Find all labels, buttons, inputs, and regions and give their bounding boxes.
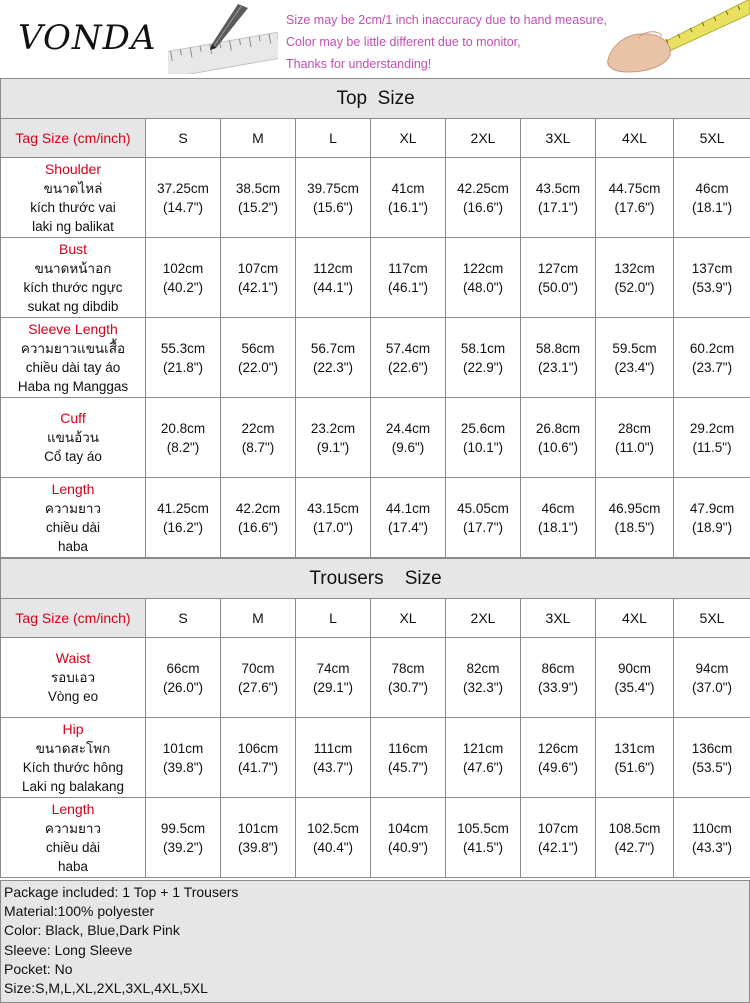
- measurement-translation: Vòng eo: [1, 687, 145, 706]
- value-cm: 25.6cm: [446, 419, 520, 438]
- value-inch: (16.6"): [221, 518, 295, 537]
- size-header: M: [221, 119, 296, 158]
- measurement-cell: [674, 398, 750, 478]
- header: [0, 0, 750, 78]
- value-cm: 132cm: [596, 259, 673, 278]
- value-inch: (45.7"): [371, 758, 445, 777]
- product-details: [0, 880, 750, 1003]
- measurement-cell: [146, 238, 221, 318]
- measurement-label: [1, 718, 146, 798]
- value-cm: 43.15cm: [296, 499, 370, 518]
- measurement-cell: [596, 158, 674, 238]
- measurement-cell: [446, 638, 521, 718]
- measurement-cell: [596, 398, 674, 478]
- measurement-cell: [371, 238, 446, 318]
- measurement-cell: [521, 638, 596, 718]
- trousers-measurement-rows: [1, 638, 750, 878]
- measurement-cell: [221, 318, 296, 398]
- measurement-name: Length: [1, 800, 145, 819]
- measurement-cell: [521, 158, 596, 238]
- value-cm: 42.25cm: [446, 179, 520, 198]
- measurement-cell: [521, 478, 596, 558]
- value-inch: (39.2"): [146, 838, 220, 857]
- size-header: S: [146, 119, 221, 158]
- measurement-cell: [221, 798, 296, 878]
- value-inch: (11.5"): [674, 438, 750, 457]
- measurement-cell: [296, 798, 371, 878]
- value-cm: 56cm: [221, 339, 295, 358]
- value-inch: (17.7"): [446, 518, 520, 537]
- size-header: L: [296, 599, 371, 638]
- detail-sizes: Size:S,M,L,XL,2XL,3XL,4XL,5XL: [1, 979, 749, 998]
- value-cm: 102.5cm: [296, 819, 370, 838]
- measurement-translation: kích thước vai: [1, 198, 145, 217]
- value-cm: 55.3cm: [146, 339, 220, 358]
- value-inch: (46.1"): [371, 278, 445, 297]
- value-inch: (16.6"): [446, 198, 520, 217]
- value-inch: (10.6"): [521, 438, 595, 457]
- size-header: 4XL: [596, 599, 674, 638]
- value-cm: 22cm: [221, 419, 295, 438]
- measurement-cell: [296, 638, 371, 718]
- value-inch: (39.8"): [146, 758, 220, 777]
- measurement-cell: [221, 398, 296, 478]
- measurement-label: [1, 478, 146, 558]
- measurement-row: [1, 318, 750, 398]
- value-cm: 60.2cm: [674, 339, 750, 358]
- measurement-cell: [596, 638, 674, 718]
- value-cm: 70cm: [221, 659, 295, 678]
- size-tables: [0, 78, 750, 878]
- value-cm: 26.8cm: [521, 419, 595, 438]
- value-inch: (39.8"): [221, 838, 295, 857]
- top-size-title: Top Size: [1, 79, 750, 119]
- detail-material: Material:100% polyester: [1, 902, 749, 921]
- measurement-name: Bust: [1, 240, 145, 259]
- size-header: M: [221, 599, 296, 638]
- measurement-cell: [446, 318, 521, 398]
- measurement-cell: [446, 798, 521, 878]
- value-cm: 41cm: [371, 179, 445, 198]
- detail-pocket: Pocket: No: [1, 960, 749, 979]
- measurement-translation: ขนาดหน้าอก: [1, 259, 145, 278]
- hand-tape-measure-icon: [598, 0, 750, 78]
- measurement-cell: [674, 238, 750, 318]
- tag-size-label: Tag Size (cm/inch): [1, 119, 146, 158]
- measurement-cell: [674, 478, 750, 558]
- value-cm: 45.05cm: [446, 499, 520, 518]
- value-inch: (16.2"): [146, 518, 220, 537]
- value-cm: 126cm: [521, 739, 595, 758]
- value-cm: 59.5cm: [596, 339, 673, 358]
- top-size-title-row: [1, 79, 750, 119]
- value-cm: 107cm: [521, 819, 595, 838]
- measurement-cell: [596, 478, 674, 558]
- measurement-translation: chiều dài: [1, 838, 145, 857]
- measurement-cell: [674, 158, 750, 238]
- value-inch: (26.0"): [146, 678, 220, 697]
- value-cm: 107cm: [221, 259, 295, 278]
- value-inch: (47.6"): [446, 758, 520, 777]
- value-cm: 24.4cm: [371, 419, 445, 438]
- top-tag-size-row: [1, 119, 750, 158]
- size-header: 2XL: [446, 119, 521, 158]
- value-inch: (49.6"): [521, 758, 595, 777]
- measurement-cell: [146, 718, 221, 798]
- size-header: 5XL: [674, 119, 750, 158]
- value-inch: (17.0"): [296, 518, 370, 537]
- detail-color: Color: Black, Blue,Dark Pink: [1, 921, 749, 940]
- value-inch: (21.8"): [146, 358, 220, 377]
- measurement-cell: [146, 398, 221, 478]
- measurement-cell: [371, 398, 446, 478]
- measurement-translation: Kích thước hông: [1, 758, 145, 777]
- measurement-cell: [596, 238, 674, 318]
- value-cm: 117cm: [371, 259, 445, 278]
- value-inch: (37.0"): [674, 678, 750, 697]
- value-inch: (41.7"): [221, 758, 295, 777]
- value-inch: (50.0"): [521, 278, 595, 297]
- measurement-row: [1, 718, 750, 798]
- value-cm: 108.5cm: [596, 819, 673, 838]
- value-cm: 39.75cm: [296, 179, 370, 198]
- value-inch: (17.6"): [596, 198, 673, 217]
- value-cm: 90cm: [596, 659, 673, 678]
- measurement-row: [1, 478, 750, 558]
- value-cm: 111cm: [296, 739, 370, 758]
- value-inch: (40.9"): [371, 838, 445, 857]
- value-cm: 101cm: [221, 819, 295, 838]
- value-cm: 131cm: [596, 739, 673, 758]
- value-cm: 86cm: [521, 659, 595, 678]
- size-header: L: [296, 119, 371, 158]
- value-inch: (18.1"): [521, 518, 595, 537]
- measurement-cell: [221, 238, 296, 318]
- value-cm: 37.25cm: [146, 179, 220, 198]
- value-cm: 42.2cm: [221, 499, 295, 518]
- tag-size-label: Tag Size (cm/inch): [1, 599, 146, 638]
- measurement-cell: [521, 718, 596, 798]
- measurement-cell: [221, 478, 296, 558]
- measurement-label: [1, 318, 146, 398]
- value-inch: (16.1"): [371, 198, 445, 217]
- measurement-cell: [596, 318, 674, 398]
- value-cm: 94cm: [674, 659, 750, 678]
- measurement-cell: [146, 318, 221, 398]
- measurement-cell: [371, 718, 446, 798]
- measurement-cell: [296, 478, 371, 558]
- measurement-row: [1, 638, 750, 718]
- value-inch: (23.4"): [596, 358, 673, 377]
- value-inch: (17.4"): [371, 518, 445, 537]
- measurement-translation: ความยาว: [1, 499, 145, 518]
- value-cm: 101cm: [146, 739, 220, 758]
- value-cm: 29.2cm: [674, 419, 750, 438]
- measurement-cell: [221, 158, 296, 238]
- note-line: Color may be little different due to monitor,: [286, 31, 607, 53]
- value-cm: 136cm: [674, 739, 750, 758]
- value-cm: 46.95cm: [596, 499, 673, 518]
- value-cm: 82cm: [446, 659, 520, 678]
- top-size-table: [0, 78, 750, 558]
- value-inch: (30.7"): [371, 678, 445, 697]
- note-line: Size may be 2cm/1 inch inaccuracy due to hand measure,: [286, 9, 607, 31]
- measurement-translation: ขนาดไหล่: [1, 179, 145, 198]
- measurement-label: [1, 398, 146, 478]
- measurement-cell: [296, 398, 371, 478]
- measurement-cell: [446, 238, 521, 318]
- measurement-cell: [674, 318, 750, 398]
- value-inch: (15.6"): [296, 198, 370, 217]
- value-cm: 99.5cm: [146, 819, 220, 838]
- size-header: XL: [371, 599, 446, 638]
- measurement-cell: [596, 718, 674, 798]
- measurement-translation: Haba ng Manggas: [1, 377, 145, 396]
- value-inch: (48.0"): [446, 278, 520, 297]
- measurement-cell: [146, 478, 221, 558]
- measurement-label: [1, 238, 146, 318]
- size-header: 4XL: [596, 119, 674, 158]
- measurement-cell: [371, 798, 446, 878]
- measurement-cell: [446, 158, 521, 238]
- measurement-cell: [296, 718, 371, 798]
- measurement-cell: [146, 798, 221, 878]
- value-inch: (29.1"): [296, 678, 370, 697]
- value-cm: 122cm: [446, 259, 520, 278]
- measurement-cell: [371, 318, 446, 398]
- value-inch: (22.3"): [296, 358, 370, 377]
- measurement-cell: [296, 238, 371, 318]
- value-cm: 102cm: [146, 259, 220, 278]
- measurement-cell: [521, 318, 596, 398]
- value-inch: (18.1"): [674, 198, 750, 217]
- measurement-cell: [371, 158, 446, 238]
- value-cm: 110cm: [674, 819, 750, 838]
- measurement-translation: kích thước ngực: [1, 278, 145, 297]
- measurement-translation: haba: [1, 537, 145, 556]
- value-inch: (23.1"): [521, 358, 595, 377]
- value-inch: (42.1"): [521, 838, 595, 857]
- measurement-name: Hip: [1, 720, 145, 739]
- value-inch: (18.9"): [674, 518, 750, 537]
- measurement-cell: [521, 398, 596, 478]
- measurement-name: Cuff: [1, 409, 145, 428]
- value-inch: (52.0"): [596, 278, 673, 297]
- measurement-label: [1, 158, 146, 238]
- value-inch: (32.3"): [446, 678, 520, 697]
- value-inch: (8.7"): [221, 438, 295, 457]
- value-cm: 43.5cm: [521, 179, 595, 198]
- measurement-name: Sleeve Length: [1, 320, 145, 339]
- detail-package: Package included: 1 Top + 1 Trousers: [1, 883, 749, 902]
- value-cm: 46cm: [674, 179, 750, 198]
- measurement-row: [1, 798, 750, 878]
- value-cm: 104cm: [371, 819, 445, 838]
- measurement-cell: [221, 718, 296, 798]
- value-inch: (27.6"): [221, 678, 295, 697]
- value-inch: (15.2"): [221, 198, 295, 217]
- measurement-translation: ขนาดสะโพก: [1, 739, 145, 758]
- value-inch: (23.7"): [674, 358, 750, 377]
- size-header: 3XL: [521, 119, 596, 158]
- value-inch: (14.7"): [146, 198, 220, 217]
- value-inch: (42.7"): [596, 838, 673, 857]
- value-inch: (17.1"): [521, 198, 595, 217]
- measurement-cell: [674, 798, 750, 878]
- measurement-cell: [446, 478, 521, 558]
- value-cm: 57.4cm: [371, 339, 445, 358]
- value-inch: (11.0"): [596, 438, 673, 457]
- size-header: XL: [371, 119, 446, 158]
- value-inch: (42.1"): [221, 278, 295, 297]
- value-inch: (9.6"): [371, 438, 445, 457]
- value-inch: (22.9"): [446, 358, 520, 377]
- brand-logo: VONDA: [18, 18, 156, 58]
- value-inch: (35.4"): [596, 678, 673, 697]
- measurement-label: [1, 638, 146, 718]
- value-inch: (53.5"): [674, 758, 750, 777]
- measurement-row: [1, 238, 750, 318]
- measurement-cell: [596, 798, 674, 878]
- measurement-row: [1, 398, 750, 478]
- measurement-row: [1, 158, 750, 238]
- size-header: S: [146, 599, 221, 638]
- value-cm: 137cm: [674, 259, 750, 278]
- value-inch: (9.1"): [296, 438, 370, 457]
- note-line: Thanks for understanding!: [286, 53, 607, 75]
- measurement-cell: [521, 798, 596, 878]
- value-cm: 127cm: [521, 259, 595, 278]
- detail-sleeve: Sleeve: Long Sleeve: [1, 941, 749, 960]
- measurement-name: Waist: [1, 649, 145, 668]
- value-cm: 44.1cm: [371, 499, 445, 518]
- trousers-tag-size-row: [1, 599, 750, 638]
- measurement-cell: [146, 158, 221, 238]
- value-inch: (8.2"): [146, 438, 220, 457]
- measurement-cell: [371, 478, 446, 558]
- value-inch: (22.0"): [221, 358, 295, 377]
- value-inch: (41.5"): [446, 838, 520, 857]
- value-inch: (40.2"): [146, 278, 220, 297]
- trousers-size-table: [0, 558, 750, 878]
- trousers-size-title: Trousers Size: [1, 559, 750, 599]
- value-cm: 58.8cm: [521, 339, 595, 358]
- value-inch: (53.9"): [674, 278, 750, 297]
- value-cm: 74cm: [296, 659, 370, 678]
- measurement-cell: [521, 238, 596, 318]
- value-inch: (22.6"): [371, 358, 445, 377]
- measurement-cell: [446, 718, 521, 798]
- measurement-cell: [371, 638, 446, 718]
- value-cm: 78cm: [371, 659, 445, 678]
- size-header: 3XL: [521, 599, 596, 638]
- value-cm: 41.25cm: [146, 499, 220, 518]
- value-cm: 112cm: [296, 259, 370, 278]
- value-inch: (51.6"): [596, 758, 673, 777]
- value-cm: 44.75cm: [596, 179, 673, 198]
- measurement-translation: chiều dài: [1, 518, 145, 537]
- value-inch: (40.4"): [296, 838, 370, 857]
- measurement-notes: [286, 9, 607, 75]
- measurement-translation: Laki ng balakang: [1, 777, 145, 796]
- value-inch: (18.5"): [596, 518, 673, 537]
- measurement-cell: [674, 638, 750, 718]
- value-inch: (10.1"): [446, 438, 520, 457]
- measurement-translation: ความยาวแขนเสื้อ: [1, 339, 145, 358]
- measurement-translation: Cổ tay áo: [1, 447, 145, 466]
- measurement-cell: [446, 398, 521, 478]
- size-header: 5XL: [674, 599, 750, 638]
- value-cm: 105.5cm: [446, 819, 520, 838]
- trousers-size-title-row: [1, 559, 750, 599]
- measurement-cell: [221, 638, 296, 718]
- measurement-cell: [674, 718, 750, 798]
- measurement-translation: laki ng balikat: [1, 217, 145, 236]
- measurement-cell: [296, 318, 371, 398]
- measurement-translation: sukat ng dibdib: [1, 297, 145, 316]
- measurement-label: [1, 798, 146, 878]
- measurement-cell: [296, 158, 371, 238]
- top-measurement-rows: [1, 158, 750, 558]
- value-inch: (44.1"): [296, 278, 370, 297]
- value-cm: 56.7cm: [296, 339, 370, 358]
- pen-ruler-icon: [168, 2, 278, 74]
- value-cm: 46cm: [521, 499, 595, 518]
- measurement-translation: แขนอ้วน: [1, 428, 145, 447]
- value-cm: 23.2cm: [296, 419, 370, 438]
- measurement-cell: [146, 638, 221, 718]
- value-inch: (43.7"): [296, 758, 370, 777]
- measurement-name: Length: [1, 480, 145, 499]
- value-cm: 116cm: [371, 739, 445, 758]
- measurement-translation: รอบเอว: [1, 668, 145, 687]
- value-cm: 58.1cm: [446, 339, 520, 358]
- value-cm: 121cm: [446, 739, 520, 758]
- measurement-name: Shoulder: [1, 160, 145, 179]
- value-cm: 47.9cm: [674, 499, 750, 518]
- value-inch: (43.3"): [674, 838, 750, 857]
- value-inch: (33.9"): [521, 678, 595, 697]
- measurement-translation: haba: [1, 857, 145, 876]
- value-cm: 28cm: [596, 419, 673, 438]
- value-cm: 66cm: [146, 659, 220, 678]
- value-cm: 106cm: [221, 739, 295, 758]
- measurement-translation: ความยาว: [1, 819, 145, 838]
- measurement-translation: chiều dài tay áo: [1, 358, 145, 377]
- value-cm: 20.8cm: [146, 419, 220, 438]
- size-header: 2XL: [446, 599, 521, 638]
- value-cm: 38.5cm: [221, 179, 295, 198]
